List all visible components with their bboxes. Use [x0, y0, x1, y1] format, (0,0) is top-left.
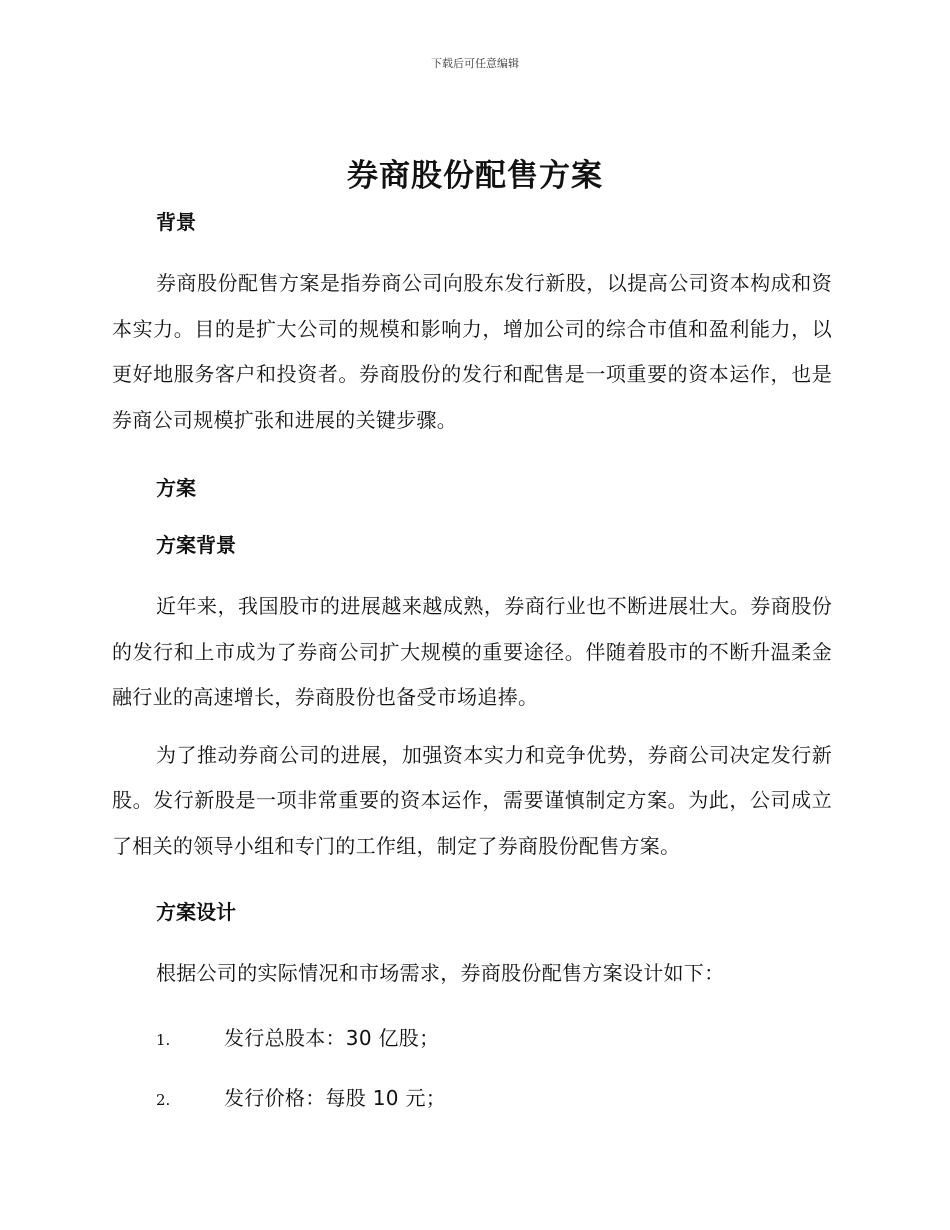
paragraph-plan-background-2: 为了推动券商公司的进展，加强资本实力和竞争优势，券商公司决定发行新股。发行新股是一项非常重要的资本运作，需要谨慎制定方案。为此，公司成立了相关的领导小组和专门的工作组，制定了券商股份配售方案。: [112, 742, 832, 858]
document-title: 券商股份配售方案: [347, 158, 603, 194]
paragraph-background: 券商股份配售方案是指券商公司向股东发行新股，以提高公司资本构成和资本实力。目的是扩大公司的规模和影响力，增加公司的综合市值和盈利能力，以更好地服务客户和投资者。券商股份的发行和配售是一项重要的资本运作，也是券商公司规模扩张和进展的关键步骤。: [112, 271, 832, 432]
header-watermark: 下载后可任意编辑: [431, 57, 519, 70]
list-item: [156, 1009, 832, 1069]
section-heading-plan-background: 方案背景: [156, 533, 236, 557]
list-item: [156, 1069, 832, 1129]
list-item-text: 发行价格：每股 10 元；: [224, 1085, 447, 1110]
paragraph-plan-background-1: 近年来，我国股市的进展越来越成熟，券商行业也不断进展壮大。券商股份的发行和上市成为了券商公司扩大规模的重要途径。伴随着股市的不断升温柔金融行业的高速增长，券商股份也备受市场追捧。: [112, 594, 832, 709]
section-heading-background: 背景: [156, 210, 196, 234]
paragraph-plan-design-intro: 根据公司的实际情况和市场需求，券商股份配售方案设计如下：: [156, 961, 725, 985]
list-item-text: 发行总股本：30 亿股；: [224, 1025, 440, 1050]
plan-design-list: [112, 1009, 832, 1129]
document-body: [112, 205, 832, 1129]
list-item-number: 2.: [156, 1090, 171, 1109]
section-heading-plan: 方案: [156, 476, 196, 500]
section-heading-plan-design: 方案设计: [156, 900, 236, 924]
list-item-number: 1.: [156, 1030, 171, 1049]
